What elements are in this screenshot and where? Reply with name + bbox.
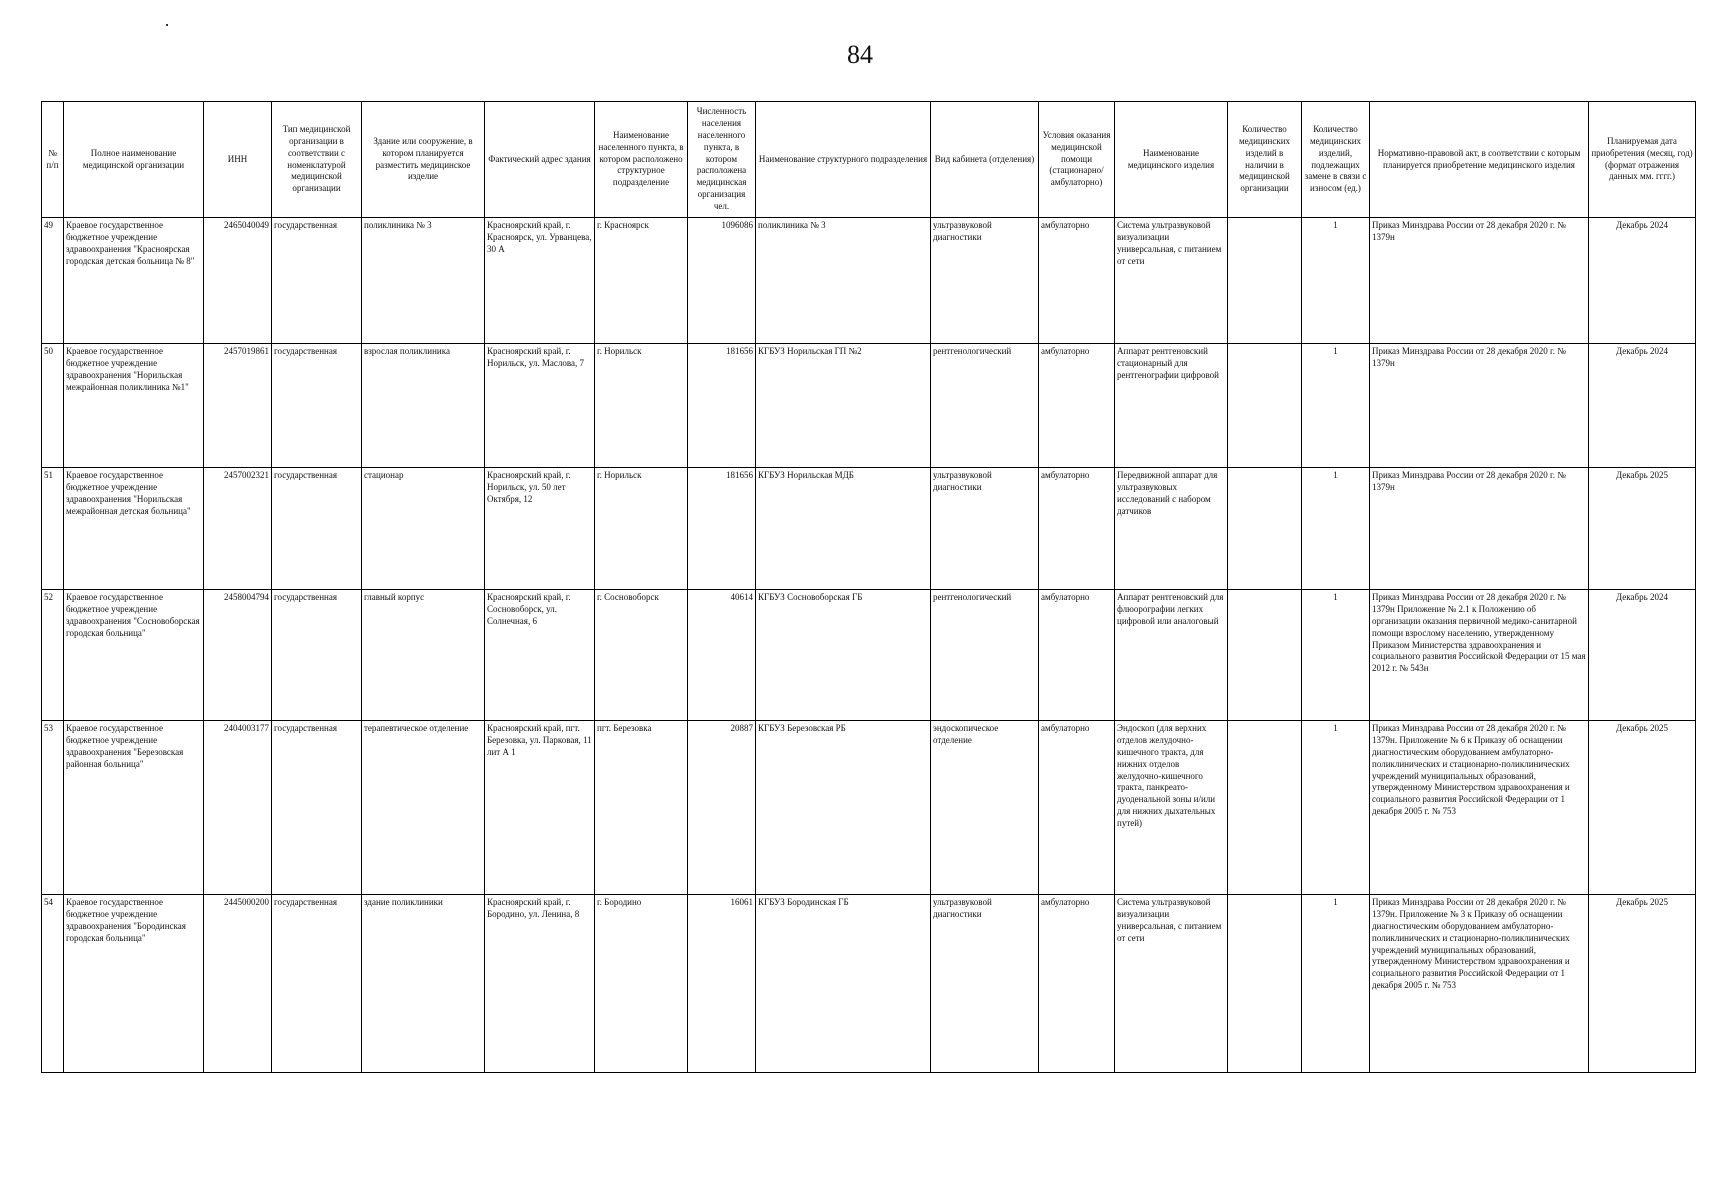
cell-legal-act: Приказ Минздрава России от 28 декабря 2020 г. № 1379н Приложение № 2.1 к Положению об организации оказания первичной медико-санитарной помощи взрослому населению, утвержденному Приказом Министерства здравоохранения и социального развития Российской Федерации от 15 мая 2012 г. № 543н <box>1370 590 1589 721</box>
cell-device: Система ультразвуковой визуализации универсальная, с питанием от сети <box>1115 895 1228 1073</box>
table-row <box>42 590 1696 721</box>
col-header-building: Здание или сооружение, в котором планируется разместить медицинское изделие <box>362 102 485 218</box>
cell-address: Красноярский край, г. Сосновоборск, ул. Солнечная, 6 <box>485 590 595 721</box>
cell-in-stock <box>1228 590 1302 721</box>
cell-replace: 1 <box>1302 721 1370 895</box>
cell-conditions: амбулаторно <box>1039 590 1115 721</box>
table-row <box>42 721 1696 895</box>
cell-org-type: государственная <box>272 590 362 721</box>
cell-org-name: Краевое государственное бюджетное учреждение здравоохранения "Бородинская городская больница" <box>64 895 204 1073</box>
cell-device: Передвижной аппарат для ультразвуковых исследований с набором датчиков <box>1115 468 1228 590</box>
cell-org-type: государственная <box>272 895 362 1073</box>
cell-legal-act: Приказ Минздрава России от 28 декабря 2020 г. № 1379н <box>1370 344 1589 468</box>
cell-building: поликлиника № 3 <box>362 218 485 344</box>
cell-org-type: государственная <box>272 721 362 895</box>
col-header-org-type: Тип медицинской организации в соответствии с номенклатурой медицинской организации <box>272 102 362 218</box>
cell-building: взрослая поликлиника <box>362 344 485 468</box>
cell-legal-act: Приказ Минздрава России от 28 декабря 2020 г. № 1379н <box>1370 218 1589 344</box>
cell-room: эндоскопическое отделение <box>931 721 1039 895</box>
cell-legal-act: Приказ Минздрава России от 28 декабря 2020 г. № 1379н. Приложение № 6 к Приказу об оснащении диагностическим оборудованием амбулаторно-поликлинических и стационарно-поликлинических учреждений муниципальных образований, утвержденному Министерством здравоохранения и социального развития Российской Федерации от 1 декабря 2005 г. № 753 <box>1370 721 1589 895</box>
col-header-number: № п/п <box>42 102 64 218</box>
cell-replace: 1 <box>1302 218 1370 344</box>
table-row <box>42 344 1696 468</box>
table-row <box>42 895 1696 1073</box>
cell-legal-act: Приказ Минздрава России от 28 декабря 2020 г. № 1379н <box>1370 468 1589 590</box>
cell-purchase-date: Декабрь 2025 <box>1589 721 1696 895</box>
cell-room: рентгенологический <box>931 590 1039 721</box>
cell-room: ультразвуковой диагностики <box>931 468 1039 590</box>
cell-inn: 2465040049 <box>204 218 272 344</box>
cell-replace: 1 <box>1302 468 1370 590</box>
cell-purchase-date: Декабрь 2024 <box>1589 218 1696 344</box>
cell-address: Красноярский край, пгт. Березовка, ул. Парковая, 11 лит А 1 <box>485 721 595 895</box>
cell-building: главный корпус <box>362 590 485 721</box>
cell-address: Красноярский край, г. Бородино, ул. Ленина, 8 <box>485 895 595 1073</box>
col-header-room: Вид кабинета (отделения) <box>931 102 1039 218</box>
cell-building: стационар <box>362 468 485 590</box>
cell-unit: КГБУЗ Сосновоборская ГБ <box>756 590 931 721</box>
cell-replace: 1 <box>1302 895 1370 1073</box>
col-header-inn: ИНН <box>204 102 272 218</box>
cell-legal-act: Приказ Минздрава России от 28 декабря 2020 г. № 1379н. Приложение № 3 к Приказу об оснащении диагностическим оборудованием амбулаторно-поликлинических и стационарно-поликлинических учреждений муниципальных образований, утвержденному Министерством здравоохранения и социального развития Российской Федерации от 1 декабря 2005 г. № 753 <box>1370 895 1589 1073</box>
cell-in-stock <box>1228 218 1302 344</box>
cell-in-stock <box>1228 895 1302 1073</box>
cell-conditions: амбулаторно <box>1039 344 1115 468</box>
cell-population: 20887 <box>688 721 756 895</box>
cell-device: Эндоскоп (для верхних отделов желудочно-кишечного тракта, для нижних отделов желудочно-кишечного тракта, панкреато-дуоденальной зоны и/или для нижних дыхательных путей) <box>1115 721 1228 895</box>
cell-inn: 2445000200 <box>204 895 272 1073</box>
cell-org-type: государственная <box>272 344 362 468</box>
col-header-purchase-date: Планируемая дата приобретения (месяц, год) (формат отражения данных мм. гггг.) <box>1589 102 1696 218</box>
cell-replace: 1 <box>1302 344 1370 468</box>
cell-purchase-date: Декабрь 2024 <box>1589 344 1696 468</box>
cell-device: Аппарат рентгеновский стационарный для рентгенографии цифровой <box>1115 344 1228 468</box>
cell-address: Красноярский край, г. Норильск, ул. Маслова, 7 <box>485 344 595 468</box>
cell-inn: 2457019861 <box>204 344 272 468</box>
cell-unit: КГБУЗ Березовская РБ <box>756 721 931 895</box>
cell-org-name: Краевое государственное бюджетное учреждение здравоохранения "Красноярская городская детская больница № 8" <box>64 218 204 344</box>
cell-number: 49 <box>42 218 64 344</box>
cell-population: 40614 <box>688 590 756 721</box>
header-row <box>42 102 1696 218</box>
cell-number: 54 <box>42 895 64 1073</box>
cell-conditions: амбулаторно <box>1039 468 1115 590</box>
cell-conditions: амбулаторно <box>1039 218 1115 344</box>
scan-speck <box>166 24 168 26</box>
cell-room: ультразвуковой диагностики <box>931 895 1039 1073</box>
cell-settlement: г. Норильск <box>595 468 688 590</box>
cell-building: терапевтическое отделение <box>362 721 485 895</box>
cell-org-type: государственная <box>272 468 362 590</box>
cell-settlement: пгт. Березовка <box>595 721 688 895</box>
cell-number: 52 <box>42 590 64 721</box>
cell-settlement: г. Бородино <box>595 895 688 1073</box>
cell-purchase-date: Декабрь 2024 <box>1589 590 1696 721</box>
cell-number: 53 <box>42 721 64 895</box>
col-header-legal-act: Нормативно-правовой акт, в соответствии с которым планируется приобретение медицинского изделия <box>1370 102 1589 218</box>
cell-replace: 1 <box>1302 590 1370 721</box>
cell-in-stock <box>1228 468 1302 590</box>
col-header-settlement: Наименование населенного пункта, в котором расположено структурное подразделение <box>595 102 688 218</box>
cell-unit: поликлиника № 3 <box>756 218 931 344</box>
col-header-device: Наименование медицинского изделия <box>1115 102 1228 218</box>
cell-org-type: государственная <box>272 218 362 344</box>
cell-unit: КГБУЗ Норильская МДБ <box>756 468 931 590</box>
col-header-replace: Количество медицинских изделий, подлежащих замене в связи с износом (ед.) <box>1302 102 1370 218</box>
cell-inn: 2404003177 <box>204 721 272 895</box>
cell-number: 51 <box>42 468 64 590</box>
page-number: 84 <box>847 40 873 69</box>
cell-address: Красноярский край, г. Красноярск, ул. Урванцева, 30 А <box>485 218 595 344</box>
cell-population: 181656 <box>688 344 756 468</box>
cell-device: Аппарат рентгеновский для флюорографии легких цифровой или аналоговый <box>1115 590 1228 721</box>
cell-settlement: г. Красноярск <box>595 218 688 344</box>
col-header-in-stock: Количество медицинских изделий в наличии в медицинской организации <box>1228 102 1302 218</box>
cell-in-stock <box>1228 344 1302 468</box>
cell-org-name: Краевое государственное бюджетное учреждение здравоохранения "Норильская межрайонная поликлиника №1" <box>64 344 204 468</box>
cell-unit: КГБУЗ Бородинская ГБ <box>756 895 931 1073</box>
col-header-unit: Наименование структурного подразделения <box>756 102 931 218</box>
equipment-table <box>41 101 1696 1073</box>
cell-org-name: Краевое государственное бюджетное учреждение здравоохранения "Норильская межрайонная детская больница" <box>64 468 204 590</box>
cell-population: 181656 <box>688 468 756 590</box>
col-header-address: Фактический адрес здания <box>485 102 595 218</box>
cell-population: 16061 <box>688 895 756 1073</box>
cell-conditions: амбулаторно <box>1039 895 1115 1073</box>
cell-room: рентгенологический <box>931 344 1039 468</box>
col-header-conditions: Условия оказания медицинской помощи (стационарно/ амбулаторно) <box>1039 102 1115 218</box>
col-header-org-name: Полное наименование медицинской организации <box>64 102 204 218</box>
cell-purchase-date: Декабрь 2025 <box>1589 895 1696 1073</box>
cell-address: Красноярский край, г. Норильск, ул. 50 лет Октября, 12 <box>485 468 595 590</box>
cell-org-name: Краевое государственное бюджетное учреждение здравоохранения "Березовская районная больница" <box>64 721 204 895</box>
cell-population: 1096086 <box>688 218 756 344</box>
cell-unit: КГБУЗ Норильская ГП №2 <box>756 344 931 468</box>
col-header-population: Численность населения населенного пункта, в котором расположена медицинская организация чел. <box>688 102 756 218</box>
cell-purchase-date: Декабрь 2025 <box>1589 468 1696 590</box>
cell-room: ультразвуковой диагностики <box>931 218 1039 344</box>
cell-org-name: Краевое государственное бюджетное учреждение здравоохранения "Сосновоборская городская больница" <box>64 590 204 721</box>
cell-conditions: амбулаторно <box>1039 721 1115 895</box>
cell-in-stock <box>1228 721 1302 895</box>
cell-inn: 2458004794 <box>204 590 272 721</box>
cell-number: 50 <box>42 344 64 468</box>
table-row <box>42 218 1696 344</box>
cell-settlement: г. Норильск <box>595 344 688 468</box>
cell-inn: 2457002321 <box>204 468 272 590</box>
cell-device: Система ультразвуковой визуализации универсальная, с питанием от сети <box>1115 218 1228 344</box>
cell-building: здание поликлиники <box>362 895 485 1073</box>
table-row <box>42 468 1696 590</box>
cell-settlement: г. Сосновоборск <box>595 590 688 721</box>
